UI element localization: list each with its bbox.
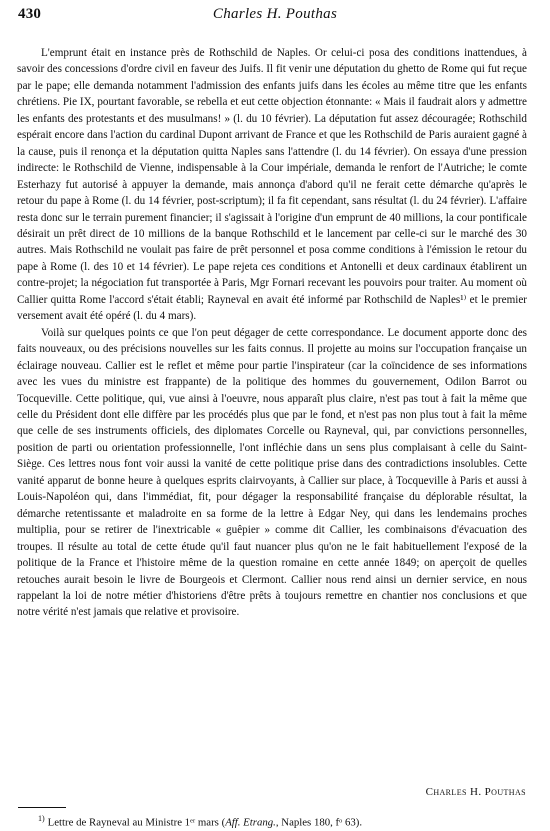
footnote	[38, 812, 528, 830]
author-signature: Charles H. Pouthas	[425, 786, 526, 798]
footnote-text-after: , Naples 180, fᵒ 63).	[275, 816, 363, 829]
footnote-source: Aff. Etrang.	[225, 816, 276, 829]
paragraph: Voilà sur quelques points ce que l'on peut dégager de cette correspondance. Le document apporte donc des faits nouveaux, ou des précisions nouvelles sur les faits connus. Il projette au moins sur l'occupation française un éclairage nouveau. Callier est le reflet et même pour partie l'inspirateur (car la coïncidence de ses informations avec les vues du ministre est frappante) de la politique des hommes du gouvernement, Odilon Barrot ou Tocqueville. Cette politique, qui, vue ainsi à l'oeuvre, nous apparaît plus claire, n'est pas tout à fait la même que celle du Président dont elle diffère par les procédés plus que par le fond, et n'est pas non plus tout à fait la même que celle de ses instruments officiels, des diplomates Corcelle ou Rayneval, qui, par convictions personnelles, position de parti ou orientation professionnelle, l'ont infléchie dans un sens plus complaisant à celle du Saint-Siège. Ces lettres nous font voir aussi la vanité de cette politique prise dans des contradictions insolubles. Cette vanité apparut de bonne heure à quelques esprits clairvoyants, à Callier sur place, à Tocqueville à Paris et aussi à Louis-Napoléon qui, dans l'immédiat, fit, pour dégager la responsabilité française du déplorable résultat, la démarche retentissante et maladroite en sa forme de la lettre à Edgar Ney, qui dans les lendemains proches multiplia, pour se retirer de l'inextricable « guêpier » comme dit Callier, les combinaisons d'évacuation des troupes. Il résulte au total de cette étude qu'il faut nuancer plus qu'on ne le fait habituellement l'exposé de la politique de la France et l'histoire même de la question romaine en cette année 1849; on aperçoit de quelles retouches aurait besoin le livre de Bourgeois et Clermont. Callier nous rend ainsi un dernier service, en nous rappelant la loi de notre métier d'historiens d'être prêts à toujours remettre en chantier nos conclusions et que notre vérité n'est jamais que relative et provisoire.	[17, 326, 527, 619]
page-number: 430	[18, 6, 42, 22]
footnote-divider	[18, 807, 66, 808]
footnote-marker: 1)	[38, 814, 45, 823]
footnote-text-before: Lettre de Rayneval au Ministre 1ᵉʳ mars (	[47, 816, 226, 829]
running-title: Charles H. Pouthas	[212, 6, 338, 22]
page-header	[18, 6, 532, 28]
article-body	[17, 45, 527, 621]
paragraph: L'emprunt était en instance près de Rothschild de Naples. Or celui-ci posa des conditions inattendues, à savoir des concessions d'ordre civil en faveur des Juifs. Il fit venir une députation du ghetto de Rome qui fut reçue par le pape; elle demanda notamment l'admission des enfants juifs dans les écoles au même titre que les enfants chrétiens. Pie IX, pourtant favorable, se rebella et eut cette objection étonnante: « Mais il faudrait alors y admettre les enfants des protestants et des musulmans! » (l. du 10 février). La députation fut assez découragée; Rothschild espérait encore dans l'action du cardinal Dupont arrivant de France et que les Rothschild de Paris auraient gagné à la cause, puis il renonça et la députation quitta Naples sans l'attendre (l. du 14 février). On essaya d'une pression indirecte: le Rothschild de Vienne, indispensable à la Cour impériale, demanda le renfort de l'Autriche; le comte Esterhazy fut autorisé à appuyer la demande, mais annonça d'abord qu'il ne ferait cette démarche qu'après le retour du pape à Rome (l. du 14 février, post-scriptum); il fa fit cependant, sans résultat (l. du 24 février). L'affaire resta donc sur le terrain purement financier; il s'agissait à l'origine d'un emprunt de 40 millions, la cour pontificale désirait un prêt direct de 10 millions de la banque Rothschild et le lancement par celle-ci sur le marché des 30 autres. Mais Rothschild ne voulait pas faire de prêt personnel et posa comme conditions à l'émission le retour du pape à Rome (l. des 10 et 14 février). Le pape rejeta ces conditions et Antonelli et deux cardinaux établirent un contre-projet; la négociation fut transportée à Paris, Mgr Fornari recevant les pouvoirs pour traiter. Au moment où Callier quitta Rome l'accord s'était établi; Rayneval en avait été informé par Rothschild de Naples¹⁾ et le premier versement avait été opéré (l. du 4 mars).	[17, 47, 527, 323]
